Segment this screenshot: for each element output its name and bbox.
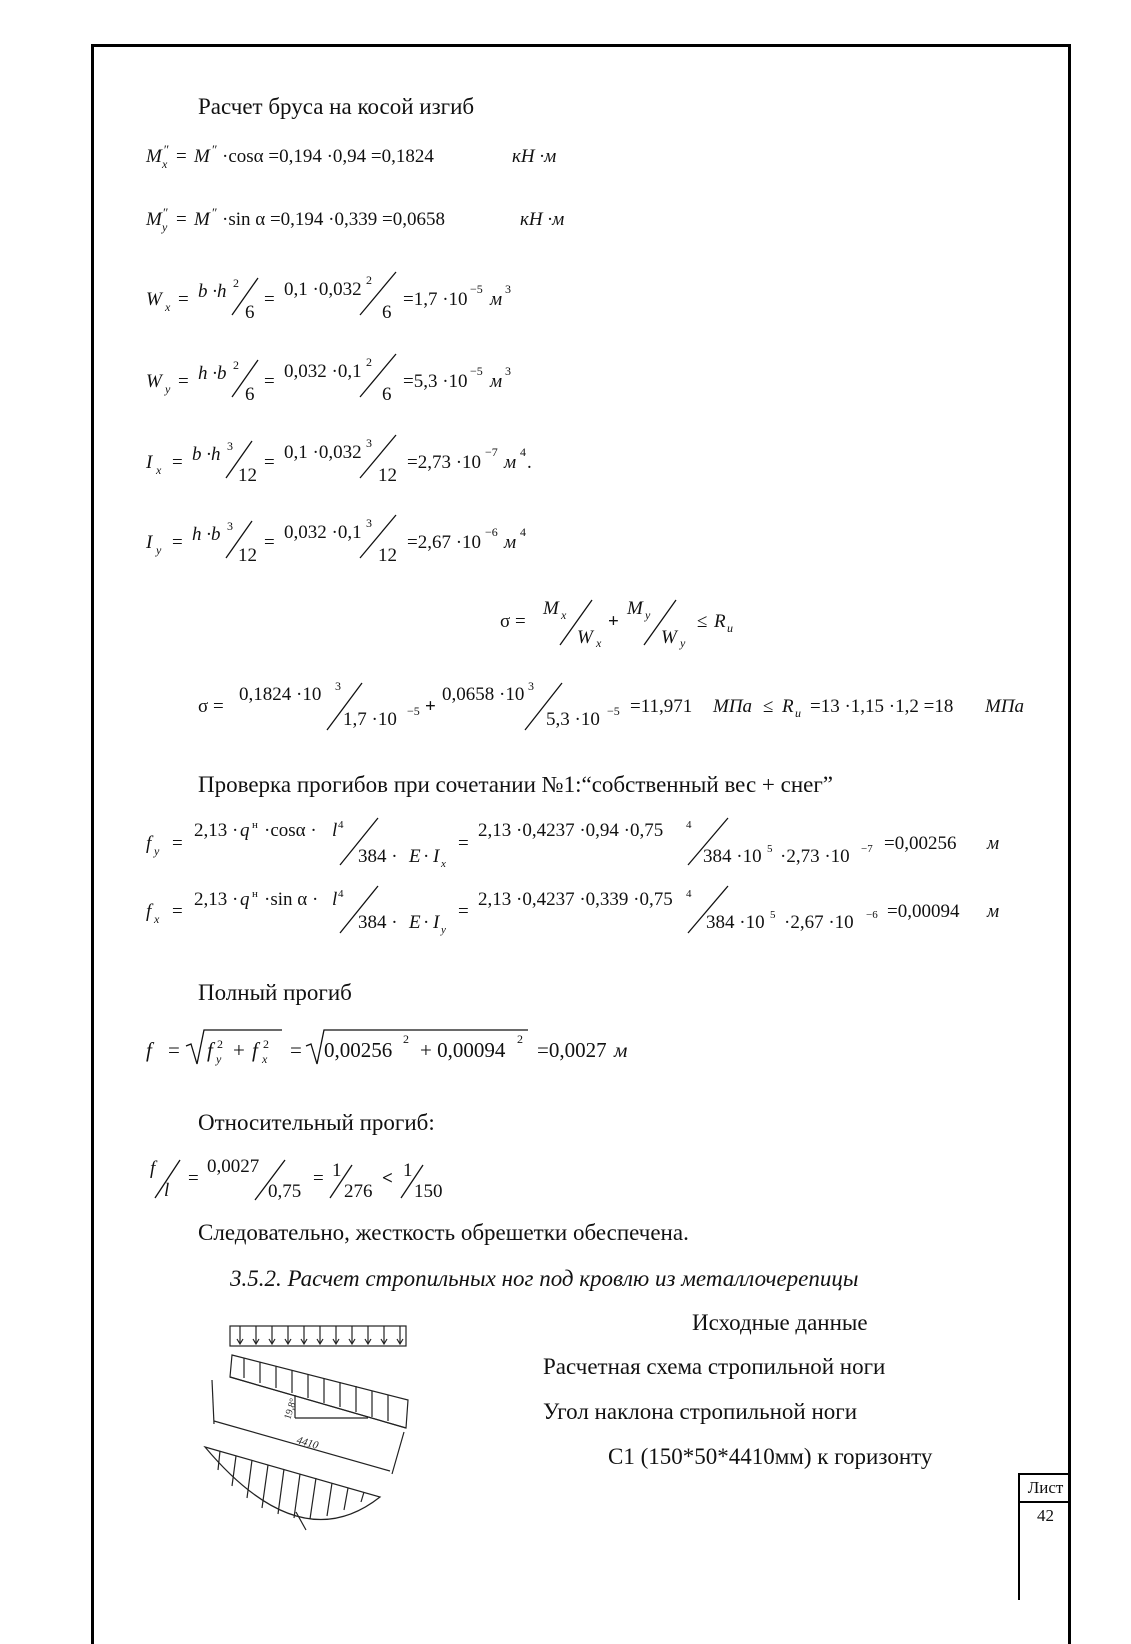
svg-text:−5: −5: [607, 704, 620, 718]
svg-text:−6: −6: [866, 909, 878, 921]
svg-text:=: =: [458, 833, 469, 854]
svg-text:l: l: [332, 820, 338, 841]
svg-text:0,0027: 0,0027: [207, 1156, 260, 1177]
svg-text:4: 4: [520, 525, 526, 539]
svg-text:W: W: [577, 627, 593, 648]
svg-text:276: 276: [344, 1181, 373, 1202]
svg-text:M: M: [146, 146, 162, 167]
svg-text:12: 12: [238, 545, 257, 566]
svg-text:″: ″: [212, 142, 218, 157]
svg-text:M: M: [194, 209, 210, 230]
svg-text:=1,7 ·10: =1,7 ·10: [403, 289, 468, 310]
svg-text:l: l: [332, 889, 338, 910]
svg-text:=: =: [168, 1038, 180, 1062]
section-title: Расчет бруса на косой изгиб: [198, 94, 475, 119]
svg-text:R: R: [714, 611, 726, 632]
svg-text:5: 5: [767, 843, 773, 855]
svg-text:=13 ·1,15 ·1,2 =18: =13 ·1,15 ·1,2 =18: [810, 696, 954, 717]
svg-text:−7: −7: [485, 445, 498, 459]
svg-text:″: ″: [212, 205, 218, 220]
diagram-height-label: 19,8°: [282, 1397, 300, 1421]
svg-text:M: M: [627, 598, 643, 619]
svg-text:=: =: [264, 371, 275, 392]
source-data-line2: Угол наклона стропильной ноги: [543, 1399, 858, 1424]
svg-text:0,032 ·0,1: 0,032 ·0,1: [284, 522, 362, 543]
svg-text:3: 3: [505, 364, 511, 378]
svg-text:·: ·: [423, 846, 430, 867]
svg-text:384 ·10: 384 ·10: [703, 846, 762, 867]
svg-text:3: 3: [227, 439, 233, 453]
svg-text:н: н: [252, 888, 258, 900]
svg-text:2: 2: [403, 1032, 409, 1046]
svg-text:0,75: 0,75: [268, 1181, 302, 1202]
svg-text:2: 2: [517, 1032, 523, 1046]
svg-text:и: и: [795, 706, 801, 720]
svg-text:y: y: [154, 844, 160, 858]
svg-text:.: .: [527, 452, 532, 473]
svg-text:y: y: [216, 1052, 222, 1066]
svg-text:=: =: [290, 1038, 302, 1062]
svg-text:6: 6: [245, 302, 255, 323]
svg-text:·cosα =0,194 ·0,94 =0,1824: ·cosα =0,194 ·0,94 =0,1824: [222, 146, 434, 167]
svg-text:0,1 ·0,032: 0,1 ·0,032: [284, 279, 362, 300]
svg-text:0,00256: 0,00256: [324, 1038, 393, 1062]
svg-text:″: ″: [163, 205, 169, 220]
svg-text:l: l: [164, 1180, 170, 1201]
svg-text:6: 6: [382, 384, 392, 405]
svg-text:0,032 ·0,1: 0,032 ·0,1: [284, 361, 362, 382]
svg-text:f: f: [146, 901, 152, 922]
svg-text:f: f: [150, 1158, 156, 1179]
svg-text:−7: −7: [861, 843, 873, 855]
svg-text:x: x: [561, 608, 567, 622]
svg-text:y: y: [162, 220, 168, 234]
svg-text:м: м: [614, 1038, 628, 1062]
svg-text:0,0658 ·10: 0,0658 ·10: [442, 684, 525, 705]
svg-text:−5: −5: [407, 704, 420, 718]
svg-text:·2,67 ·10: ·2,67 ·10: [784, 912, 854, 933]
sheet-box: [1018, 1473, 1071, 1600]
svg-text:3: 3: [227, 519, 233, 533]
svg-text:W: W: [661, 627, 677, 648]
svg-text:+ 0,00094: + 0,00094: [420, 1038, 506, 1062]
svg-text:2,13 ·0,4237 ·0,339 ·0,75: 2,13 ·0,4237 ·0,339 ·0,75: [478, 889, 673, 910]
svg-text:σ =: σ =: [500, 611, 526, 632]
svg-text:2: 2: [233, 358, 239, 372]
source-data-line3: С1 (150*50*4410мм) к горизонту: [608, 1444, 933, 1469]
svg-text:МПа: МПа: [985, 696, 1025, 717]
sheet-label: Лист: [1020, 1475, 1071, 1503]
svg-text:I: I: [433, 846, 440, 867]
svg-text:12: 12: [378, 465, 397, 486]
svg-text:R: R: [782, 696, 794, 717]
svg-text:W: W: [146, 289, 162, 310]
svg-text:h ·b: h ·b: [198, 363, 227, 384]
svg-text:и: и: [727, 621, 733, 635]
source-data-line1: Расчетная схема стропильной ноги: [543, 1354, 886, 1379]
svg-text:384 ·: 384 ·: [358, 846, 398, 867]
sheet-number: 42: [1037, 1506, 1054, 1525]
svg-text:x: x: [165, 300, 171, 314]
svg-text:н: н: [252, 819, 258, 831]
svg-text:3: 3: [366, 436, 372, 450]
svg-text:<: <: [382, 1168, 393, 1189]
svg-text:6: 6: [382, 302, 392, 323]
source-data-title: Исходные данные: [692, 1310, 868, 1335]
svg-text:E: E: [409, 912, 421, 933]
svg-text:·sin α ·: ·sin α ·: [264, 889, 319, 910]
svg-text:x: x: [162, 157, 168, 171]
svg-text:″: ″: [163, 142, 169, 157]
diagram-length-label: 4410: [295, 1434, 320, 1452]
svg-text:0,1 ·0,032: 0,1 ·0,032: [284, 442, 362, 463]
svg-text:+: +: [608, 611, 619, 632]
svg-text:f: f: [146, 1038, 152, 1062]
svg-text:=: =: [172, 901, 183, 922]
svg-text:−6: −6: [485, 525, 498, 539]
svg-text:I: I: [433, 912, 440, 933]
svg-text:=: =: [264, 289, 275, 310]
svg-text:2: 2: [366, 355, 372, 369]
svg-text:=: =: [264, 532, 275, 553]
svg-text:·cosα ·: ·cosα ·: [264, 820, 317, 841]
svg-text:м: м: [490, 289, 503, 310]
svg-text:=2,73 ·10: =2,73 ·10: [407, 452, 482, 473]
svg-text:+: +: [425, 696, 436, 717]
full-deflection-title: Полный прогиб: [198, 980, 352, 1005]
svg-text:I: I: [146, 452, 153, 473]
relative-deflection-title: Относительный прогиб:: [198, 1110, 435, 1135]
svg-text:f: f: [207, 1038, 213, 1062]
svg-text:y: y: [680, 636, 686, 650]
svg-text:M: M: [194, 146, 210, 167]
svg-text:4: 4: [686, 819, 692, 831]
svg-text:·sin α =0,194 ·0,339 =0,0658: ·sin α =0,194 ·0,339 =0,0658: [222, 209, 445, 230]
svg-text:=: =: [458, 901, 469, 922]
svg-text:=0,00094: =0,00094: [887, 901, 960, 922]
svg-text:м: м: [987, 833, 1000, 854]
svg-text:=: =: [188, 1168, 199, 1189]
svg-text:МПа: МПа: [713, 696, 753, 717]
svg-text:2,13 ·0,4237 ·0,94 ·0,75: 2,13 ·0,4237 ·0,94 ·0,75: [478, 820, 664, 841]
svg-text:b ·h: b ·h: [192, 444, 221, 465]
svg-text:=: =: [264, 452, 275, 473]
svg-text:м: м: [504, 532, 517, 553]
svg-text:2,13 ·: 2,13 ·: [194, 820, 239, 841]
svg-text:x: x: [156, 463, 162, 477]
svg-text:f: f: [252, 1038, 258, 1062]
svg-text:4: 4: [338, 819, 344, 831]
svg-text:q: q: [240, 889, 250, 910]
svg-text:+: +: [233, 1038, 245, 1062]
deflection-check-title: Проверка прогибов при сочетании №1:“собственный вес + снег”: [198, 772, 833, 797]
svg-text:3: 3: [505, 282, 511, 296]
svg-text:=: =: [172, 833, 183, 854]
svg-text:h ·b: h ·b: [192, 524, 221, 545]
svg-text:=: =: [172, 452, 183, 473]
svg-text:кН ·м: кН ·м: [520, 209, 565, 230]
mx-text: [0, 0, 1, 1]
svg-text:=: =: [176, 146, 187, 167]
svg-text:1,7 ·10: 1,7 ·10: [343, 709, 397, 730]
svg-text:=0,0027: =0,0027: [537, 1038, 607, 1062]
svg-text:≤: ≤: [763, 696, 774, 717]
svg-text:=11,971: =11,971: [630, 696, 693, 717]
svg-text:6: 6: [245, 384, 255, 405]
svg-text:y: y: [156, 543, 162, 557]
svg-text:кН ·м: кН ·м: [512, 146, 557, 167]
svg-text:5,3 ·10: 5,3 ·10: [546, 709, 600, 730]
svg-text:м: м: [987, 901, 1000, 922]
svg-text:q: q: [240, 820, 250, 841]
svg-text:=5,3 ·10: =5,3 ·10: [403, 371, 468, 392]
conclusion: Следовательно, жесткость обрешетки обеспечена.: [198, 1220, 689, 1245]
svg-text:12: 12: [378, 545, 397, 566]
svg-text:12: 12: [238, 465, 257, 486]
svg-text:b ·h: b ·h: [198, 281, 227, 302]
svg-text:2: 2: [366, 273, 372, 287]
svg-text:0,1824 ·10: 0,1824 ·10: [239, 684, 322, 705]
svg-text:≤: ≤: [697, 611, 708, 632]
svg-text:5: 5: [770, 909, 776, 921]
svg-text:y: y: [165, 382, 171, 396]
svg-text:150: 150: [414, 1181, 443, 1202]
svg-text:=: =: [178, 289, 189, 310]
svg-text:f: f: [146, 833, 152, 854]
svg-text:σ =: σ =: [198, 696, 224, 717]
svg-text:1: 1: [403, 1160, 413, 1181]
svg-text:2: 2: [217, 1037, 223, 1051]
svg-text:3: 3: [366, 516, 372, 530]
svg-text:M: M: [543, 598, 559, 619]
svg-text:2,13 ·: 2,13 ·: [194, 889, 239, 910]
svg-text:4: 4: [520, 445, 526, 459]
svg-text:x: x: [262, 1052, 268, 1066]
svg-text:y: y: [645, 608, 651, 622]
svg-text:x: x: [154, 912, 160, 926]
svg-text:=: =: [176, 209, 187, 230]
svg-text:=: =: [178, 371, 189, 392]
svg-text:=2,67 ·10: =2,67 ·10: [407, 532, 482, 553]
svg-text:3: 3: [528, 679, 534, 693]
svg-text:384 ·10: 384 ·10: [706, 912, 765, 933]
subsection-title: 3.5.2. Расчет стропильных ног под кровлю из металлочерепицы: [230, 1266, 859, 1291]
svg-text:y: y: [441, 924, 446, 936]
svg-text:E: E: [409, 846, 421, 867]
svg-text:·2,73 ·10: ·2,73 ·10: [780, 846, 850, 867]
svg-text:·: ·: [423, 912, 430, 933]
svg-text:2: 2: [233, 276, 239, 290]
svg-text:м: м: [490, 371, 503, 392]
svg-text:3: 3: [335, 679, 341, 693]
svg-text:384 ·: 384 ·: [358, 912, 398, 933]
svg-text:=: =: [313, 1168, 324, 1189]
svg-text:−5: −5: [470, 282, 483, 296]
svg-text:м: м: [504, 452, 517, 473]
svg-text:I: I: [146, 532, 153, 553]
svg-text:M: M: [146, 209, 162, 230]
svg-text:2: 2: [263, 1037, 269, 1051]
svg-text:=: =: [172, 532, 183, 553]
svg-text:W: W: [146, 371, 162, 392]
svg-text:=0,00256: =0,00256: [884, 833, 957, 854]
svg-text:−5: −5: [470, 364, 483, 378]
svg-text:4: 4: [338, 888, 344, 900]
svg-text:4: 4: [686, 888, 692, 900]
svg-text:x: x: [596, 636, 602, 650]
svg-text:1: 1: [332, 1160, 342, 1181]
svg-text:x: x: [441, 858, 446, 870]
